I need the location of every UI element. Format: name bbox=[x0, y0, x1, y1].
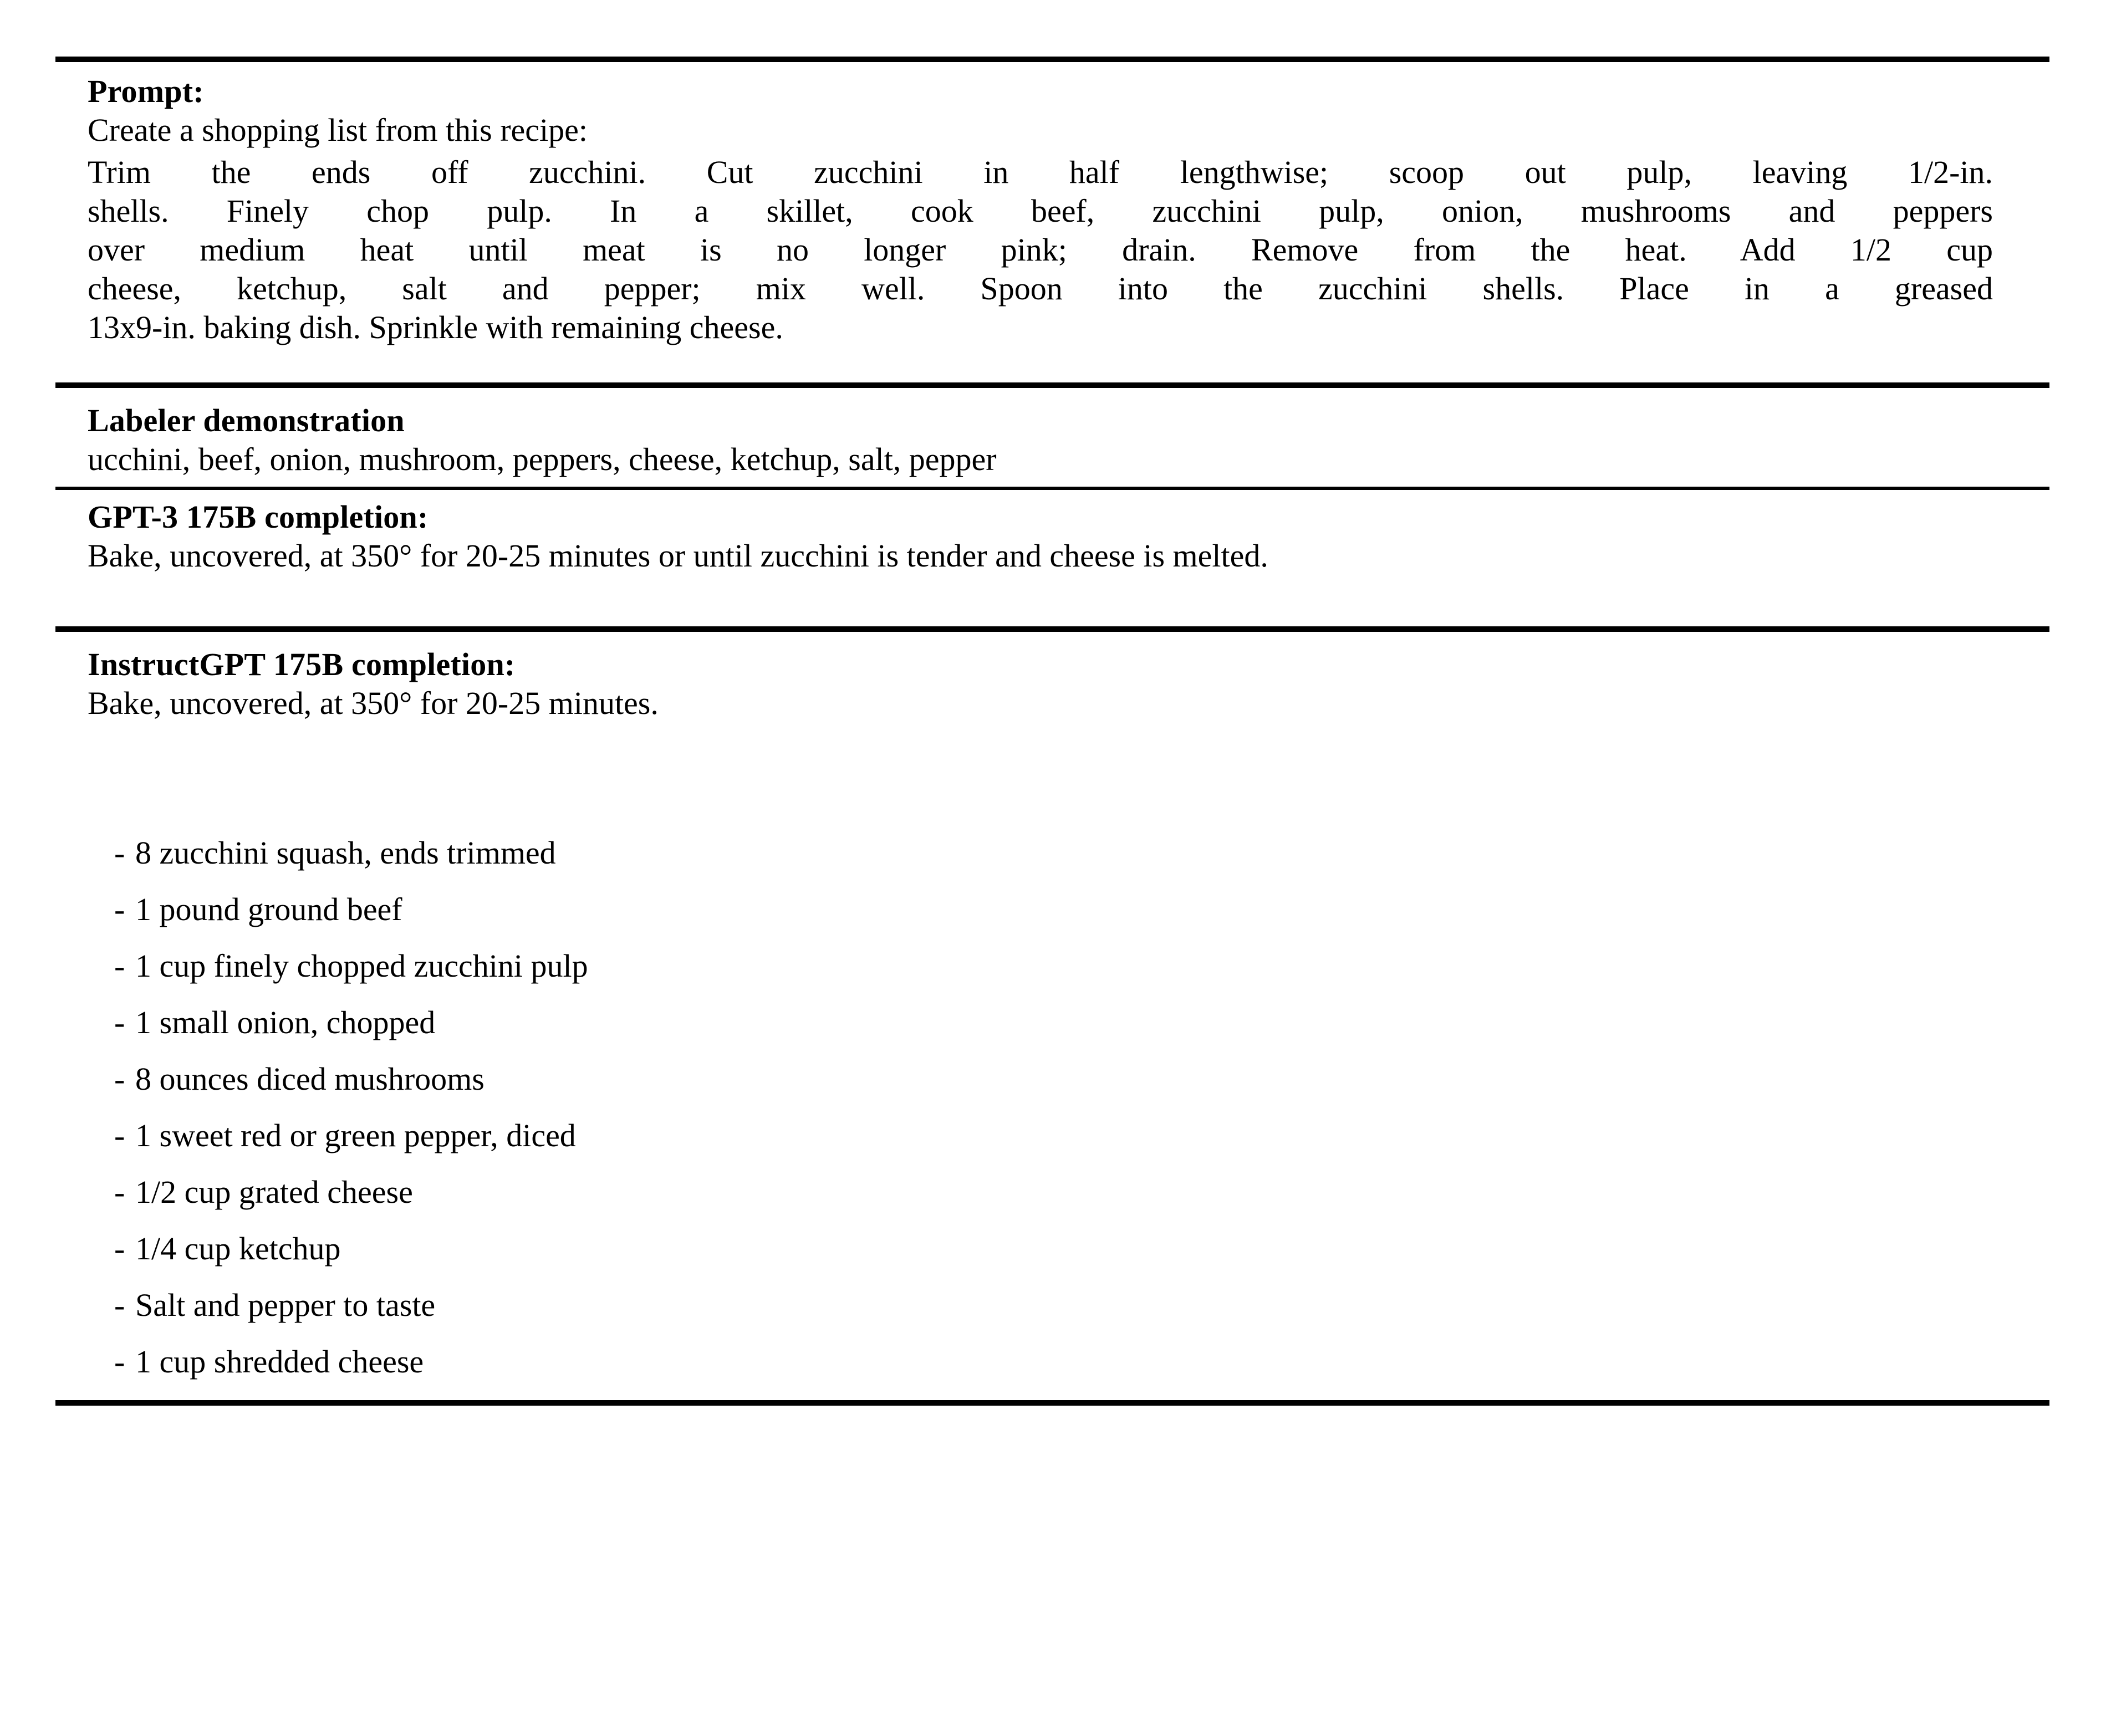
section-prompt bbox=[55, 75, 2049, 347]
rule-after-prompt bbox=[55, 382, 2049, 388]
list-item-label: 8 ounces diced mushrooms bbox=[135, 1061, 485, 1097]
section-instructgpt-completion bbox=[55, 646, 2049, 1390]
bullet-dash: - bbox=[114, 1117, 125, 1153]
list-item-label: Salt and pepper to taste bbox=[135, 1287, 436, 1323]
list-item bbox=[114, 1051, 2033, 1107]
bullet-dash: - bbox=[114, 1287, 125, 1323]
list-item bbox=[114, 1221, 2033, 1277]
spacer bbox=[88, 719, 2033, 825]
labeler-demonstration-heading: Labeler demonstration bbox=[88, 402, 405, 438]
bullet-dash: - bbox=[114, 835, 125, 871]
rule-after-gpt3-completion bbox=[55, 626, 2049, 632]
list-item bbox=[114, 1277, 2033, 1334]
prompt-recipe-paragraph bbox=[88, 153, 2028, 347]
gpt3-completion-body: Bake, uncovered, at 350° for 20-25 minutes or until zucchini is tender and cheese is melted. bbox=[88, 538, 1268, 574]
spacer bbox=[55, 1390, 2049, 1400]
bullet-dash: - bbox=[114, 948, 125, 984]
spacer bbox=[55, 62, 2049, 75]
spacer bbox=[55, 572, 2049, 626]
comparison-table bbox=[55, 0, 2049, 1406]
list-item-label: 1 small onion, chopped bbox=[135, 1004, 436, 1040]
list-item bbox=[114, 1334, 2033, 1390]
spacer bbox=[55, 476, 2049, 487]
list-item-label: 1/4 cup ketchup bbox=[135, 1230, 341, 1267]
bullet-dash: - bbox=[114, 1004, 125, 1040]
prompt-heading: Prompt: bbox=[88, 73, 204, 109]
labeler-demonstration-body: ucchini, beef, onion, mushroom, peppers, cheese, ketchup, salt, pepper bbox=[88, 441, 997, 477]
spacer bbox=[55, 347, 2049, 382]
list-item-label: 8 zucchini squash, ends trimmed bbox=[135, 835, 556, 871]
list-item bbox=[114, 1164, 2033, 1221]
list-item-label: 1 pound ground beef bbox=[135, 891, 402, 927]
recipe-line: over medium heat until meat is no longer pink; drain. Remove from the heat. Add 1/2 cup bbox=[88, 232, 1993, 268]
section-labeler-demonstration bbox=[55, 402, 2049, 477]
bullet-dash: - bbox=[114, 1061, 125, 1097]
instructgpt-completion-heading: InstructGPT 175B completion: bbox=[88, 646, 516, 682]
instructgpt-completion-body: Bake, uncovered, at 350° for 20-25 minutes. bbox=[88, 685, 659, 721]
bullet-dash: - bbox=[114, 1230, 125, 1267]
list-item bbox=[114, 994, 2033, 1051]
list-item-label: 1 cup finely chopped zucchini pulp bbox=[135, 948, 588, 984]
list-item bbox=[114, 825, 2033, 881]
list-item bbox=[114, 881, 2033, 938]
list-item-label: 1 cup shredded cheese bbox=[135, 1344, 424, 1380]
list-item-label: 1/2 cup grated cheese bbox=[135, 1174, 413, 1210]
table-bottom-rule bbox=[55, 1400, 2049, 1406]
bullet-dash: - bbox=[114, 1344, 125, 1380]
section-gpt3-completion bbox=[55, 501, 2049, 572]
recipe-line: Trim the ends off zucchini. Cut zucchini in half lengthwise; scoop out pulp, leaving 1/2-in. bbox=[88, 154, 1993, 190]
list-item bbox=[114, 1107, 2033, 1164]
recipe-line: shells. Finely chop pulp. In a skillet, cook beef, zucchini pulp, onion, mushrooms and peppers bbox=[88, 193, 1993, 229]
prompt-instruction: Create a shopping list from this recipe: bbox=[88, 112, 588, 148]
shopping-list bbox=[88, 825, 2033, 1390]
recipe-line: cheese, ketchup, salt and pepper; mix well. Spoon into the zucchini shells. Place in a greased bbox=[88, 270, 1993, 307]
recipe-line: 13x9-in. baking dish. Sprinkle with remaining cheese. bbox=[88, 309, 783, 345]
list-item-label: 1 sweet red or green pepper, diced bbox=[135, 1117, 576, 1153]
table-top-rule bbox=[55, 57, 2049, 62]
bullet-dash: - bbox=[114, 1174, 125, 1210]
list-item bbox=[114, 938, 2033, 994]
bullet-dash: - bbox=[114, 891, 125, 927]
gpt3-completion-heading: GPT-3 175B completion: bbox=[88, 499, 429, 535]
